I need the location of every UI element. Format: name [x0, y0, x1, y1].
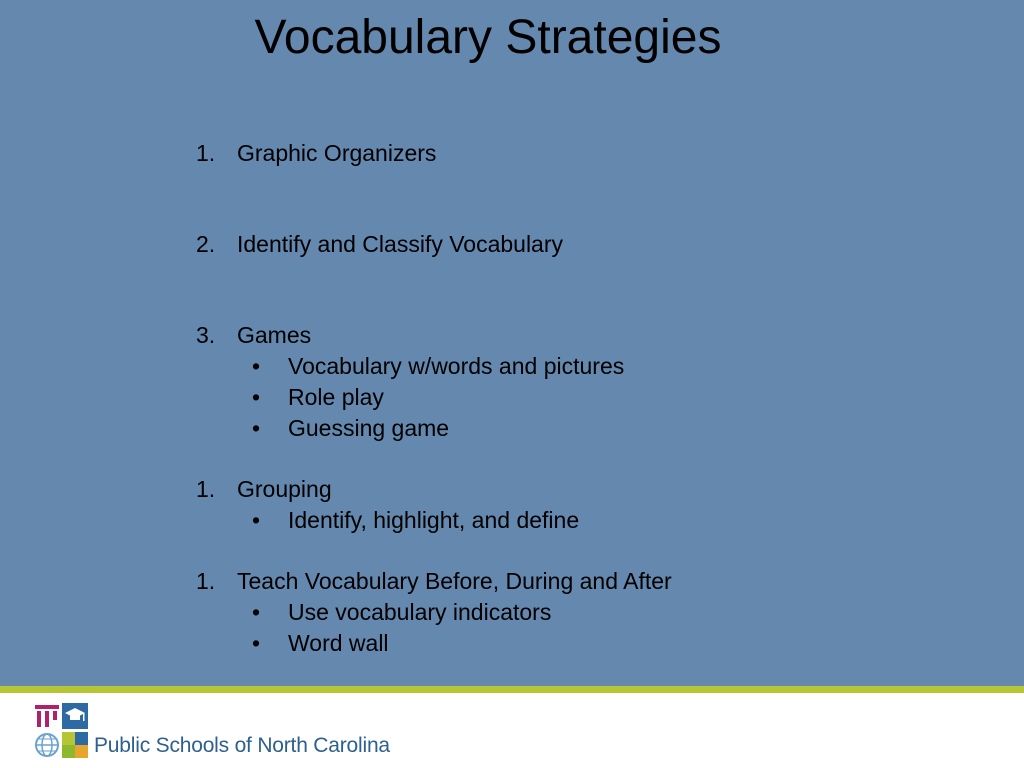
sub-item-text: Word wall: [288, 630, 389, 656]
bullet-icon: •: [252, 630, 261, 656]
item-text: Graphic Organizers: [237, 140, 437, 166]
footer-stripe: [0, 686, 1024, 693]
slide-title: Vocabulary Strategies: [254, 11, 722, 64]
sub-item-text: Role play: [288, 384, 384, 410]
bullet-icon: •: [252, 599, 261, 625]
item-text: Games: [237, 322, 312, 348]
nc-dpi-logo-icon: [34, 703, 90, 759]
item-text: Identify and Classify Vocabulary: [237, 231, 564, 257]
item-number: 1.: [196, 140, 216, 166]
bullet-icon: •: [252, 353, 261, 379]
item-text: Grouping: [237, 476, 332, 502]
organization-name: Public Schools of North Carolina: [94, 734, 390, 757]
bullet-icon: •: [252, 384, 261, 410]
item-number: 2.: [196, 231, 216, 257]
item-number: 1.: [196, 476, 216, 502]
sub-item-text: Vocabulary w/words and pictures: [288, 353, 625, 379]
sub-item-text: Guessing game: [288, 415, 450, 441]
sub-item-text: Identify, highlight, and define: [288, 507, 580, 533]
bullet-icon: •: [252, 415, 261, 441]
item-number: 3.: [196, 322, 216, 348]
sub-item-text: Use vocabulary indicators: [288, 599, 552, 625]
bullet-icon: •: [252, 507, 261, 533]
item-number: 1.: [196, 568, 216, 594]
item-text: Teach Vocabulary Before, During and After: [237, 568, 672, 594]
